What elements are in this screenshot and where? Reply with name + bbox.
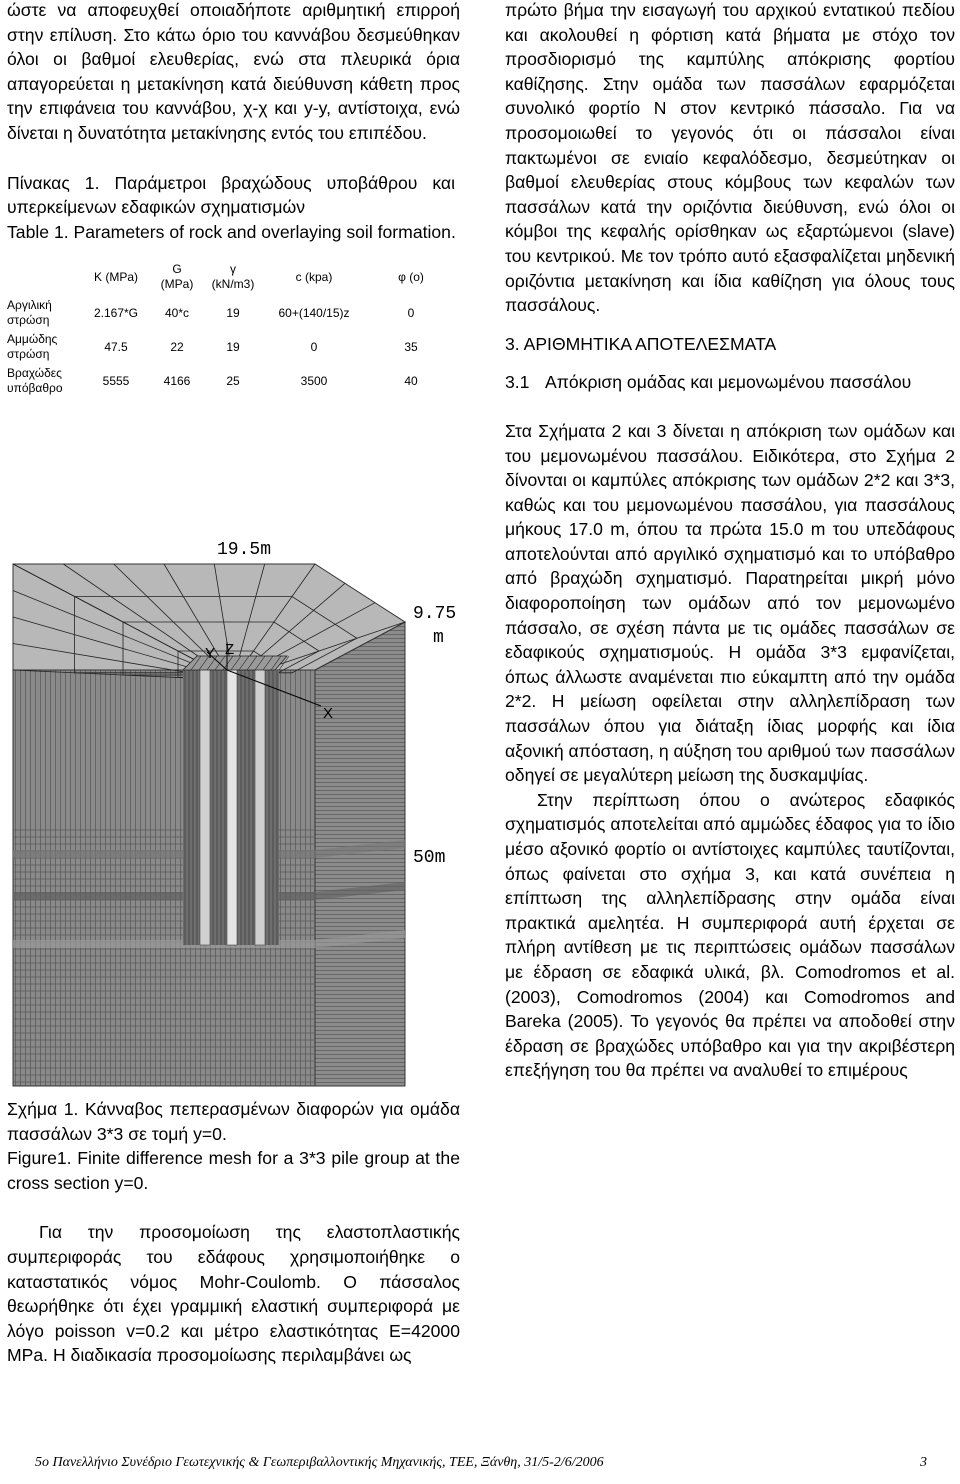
table-header-g: G (MPa)	[160, 262, 194, 292]
label-width: 19.5m	[217, 540, 272, 560]
right-column	[505, 0, 955, 1083]
paragraph-sandy-layer: Στην περίπτωση όπου ο ανώτερος εδαφικός σχηματισμός αποτελείται από αμμώδες έδαφος για το ίδιο μέσο αξονικό φορτίο οι αντίστοιχες καμπύλες ταυτίζονται, όπως φαίνεται στο σχήμα 3, και κατά συνέπεια η επίπτωση της αλληλεπίδρασης στην ομάδα είναι πρακτικά αμελητέα. Η συμπεριφορά αυτή έρχεται σε πλήρη αντίθεση με τις περιπτώσεις ομάδων πασσάλων με έδραση σε εδαφικά υλικά, βλ. Comodromos et al. (2003), Comodromos (2004) και Comodromos and Bareka (2005). Το γεγονός θα πρέπει να αποδοθεί στην έδραση σε βραχώδες υπόβαθρο και για την ακριβέστερη επεξήγηση του θα πρέπει να αναλυθεί το επιμέρους	[505, 789, 955, 1081]
table-cell: 5555	[102, 373, 130, 388]
table-cell: 40*c	[164, 305, 190, 320]
axis-y-label: Y	[205, 645, 216, 662]
row-label: Βραχώδες υπόβαθρο	[7, 366, 63, 396]
page-number: 3	[920, 1455, 927, 1470]
pile	[200, 662, 210, 945]
table-cell: 2.167*G	[93, 305, 139, 320]
label-depth-value: 9.75 m	[413, 604, 455, 648]
table-cell: 47.5	[104, 339, 128, 354]
axis-z-label: Z	[225, 641, 235, 658]
table-row	[7, 364, 455, 398]
subsection-heading-text: Απόκριση ομάδας και μεμονωμένου πασσάλου	[545, 372, 912, 393]
table-header-phi: φ (o)	[398, 269, 424, 284]
table-cell: 4166	[163, 373, 191, 388]
paragraph-mohr-coulomb: Για την προσομοίωση της ελαστοπλαστικής συμπεριφοράς του εδάφους χρησιμοποιήθηκε ο καταστατικός νόμος Mohr-Coulomb. Ο πάσσαλος θεωρήθηκε ότι έχει γραμμική ελαστική συμπεριφορά με λόγο poisson v=0.2 και μέτρο ελαστικότητας E=42000 MPa. Η διαδικασία προσομοίωσης περιλαμβάνει ως	[7, 1222, 460, 1366]
footer-text: 5ο Πανελλήνιο Συνέδριο Γεωτεχνικής & Γεωπεριβαλλοντικής Μηχανικής, ΤΕΕ, Ξάνθη, 31/5-2/6/2006	[35, 1455, 604, 1470]
figure-caption-english: Figure1. Finite difference mesh for a 3*3 pile group at the cross section y=0.	[7, 1148, 460, 1193]
table-caption-greek: Πίνακας 1. Παράμετροι βραχώδους υποβάθρου και υπερκείμενων εδαφικών σχηματισμών	[7, 172, 455, 218]
left-column	[7, 0, 460, 398]
row-label: Αμμώδης στρώση	[7, 332, 58, 362]
section-heading: 3. ΑΡΙΘΜΗΤΙΚΑ ΑΠΟΤΕΛΕΣΜΑΤΑ	[505, 333, 777, 354]
table-header-c: c (kpa)	[295, 269, 333, 284]
table-cell: 35	[404, 339, 418, 354]
table-cell: 19	[226, 339, 240, 354]
axis-x-label: X	[323, 705, 334, 722]
table-row	[7, 296, 455, 330]
paragraph-boundary-conditions: ώστε να αποφευχθεί οποιαδήποτε αριθμητική επιρροή στην επίλυση. Στο κάτω όριο του καννάβου δεσμεύθηκαν όλοι οι βαθμοί ελευθερίας, ενώ στα πλευρικά όρια απαγορεύεται η μετακίνηση κατά διεύθυνση κάθετη προς την επιφάνεια του καννάβου, χ-χ και y-y, αντίστοιχα, ενώ δίνεται η δυνατότητα μετακίνησης εντός του επιπέδου.	[7, 0, 460, 143]
table-cell: 40	[404, 373, 418, 388]
subsection-heading: 3.1 Απόκριση ομάδας και μεμονωμένου πασσάλου	[505, 370, 955, 395]
table-header-k: K (MPa)	[93, 269, 138, 284]
table-cell: 3500	[300, 373, 328, 388]
table-header-gamma: γ (kN/m3)	[211, 262, 255, 292]
mesh-drawing	[5, 530, 455, 1090]
pile	[255, 662, 265, 945]
table-cell: 25	[226, 373, 240, 388]
table-header-row	[7, 258, 455, 296]
row-label: Αργιλική στρώση	[7, 298, 52, 328]
pile	[227, 662, 237, 945]
table-cell: 22	[170, 339, 184, 354]
table-cell: 0	[407, 305, 415, 320]
table-caption-english: Table 1. Parameters of rock and overlaying soil formation.	[7, 221, 456, 242]
figure-caption-greek: Σχήμα 1. Κάνναβος πεπερασμένων διαφορών για ομάδα πασσάλων 3*3 σε τομή y=0.	[7, 1099, 460, 1144]
table-cell: 0	[310, 339, 318, 354]
left-column-lower	[7, 1097, 460, 1368]
paragraph-group-response: Στα Σχήματα 2 και 3 δίνεται η απόκριση των ομάδων και του μεμονωμένου πασσάλου. Ειδικότερα, στο Σχήμα 2 δίνονται οι καμπύλες απόκρισης των ομάδων 2*2 και 3*3, καθώς και του μεμονωμένου πασσάλου, για πασσάλους μήκους 17.0 m, όπου τα πρώτα 15.0 m του υπεδάφους αποτελούνται από αργιλικό σχηματισμό και το υπόβαθρο από βραχώδη σχηματισμό. Παρατηρείται μικρή μόνο διαφοροποίηση των ομάδων από τον μεμονωμένο πάσσαλο, σε σχέση πάντα με τις ομάδες πασσάλων σε εδαφικούς σχηματισμούς. Η ομάδα 3*3 εμφανίζεται, όπως άλλωστε αναμένεται πιο εύκαμπτη από την ομάδα 2*2. Η μείωση οφείλεται στην αλληλεπίδραση των πασσάλων όπου για διάταξη ίδιας μορφής και ίδια αξονική απόσταση, η αύξηση του αριθμού των πασσάλων οδηγεί σε μεγαλύτερη μείωση της δυσκαμψίας.	[505, 420, 955, 786]
paragraph-loading-procedure: πρώτο βήμα την εισαγωγή του αρχικού εντατικού πεδίου και ακολουθεί η φόρτιση κατά βήματα με στόχο τον προσδιορισμό της καμπύλης απόκρισης φορτίου καθίζησης. Στην ομάδα των πασσάλων εφαρμόζεται συνολικό φορτίο Ν στον κεντρικό πάσσαλο. Για να προσομοιωθεί το γεγονός ότι οι πάσσαλοι είναι πακτωμένοι σε ενιαίο κεφαλόδεσμο, δεσμεύτηκαν οι βαθμοί ελευθερίας στους κόμβους των κεφαλών των πασσάλων κατά την οριζόντια διεύθυνση, ενώ όλοι οι κόμβοι της κεφαλής ορίσθηκαν ως εξαρτώμενοι (slave) του κεντρικού. Με τον τρόπο αυτό εξασφαλίζεται μηδενική οριζόντια μετακίνηση και ίδια καθίζηση για όλους τους πασσάλους.	[505, 0, 955, 316]
table-cell: 60+(140/15)z	[278, 305, 350, 320]
parameters-table	[7, 258, 455, 398]
table-row	[7, 330, 455, 364]
table-cell: 19	[226, 305, 240, 320]
mesh-figure	[5, 530, 455, 1095]
label-height: 50m	[413, 848, 446, 868]
